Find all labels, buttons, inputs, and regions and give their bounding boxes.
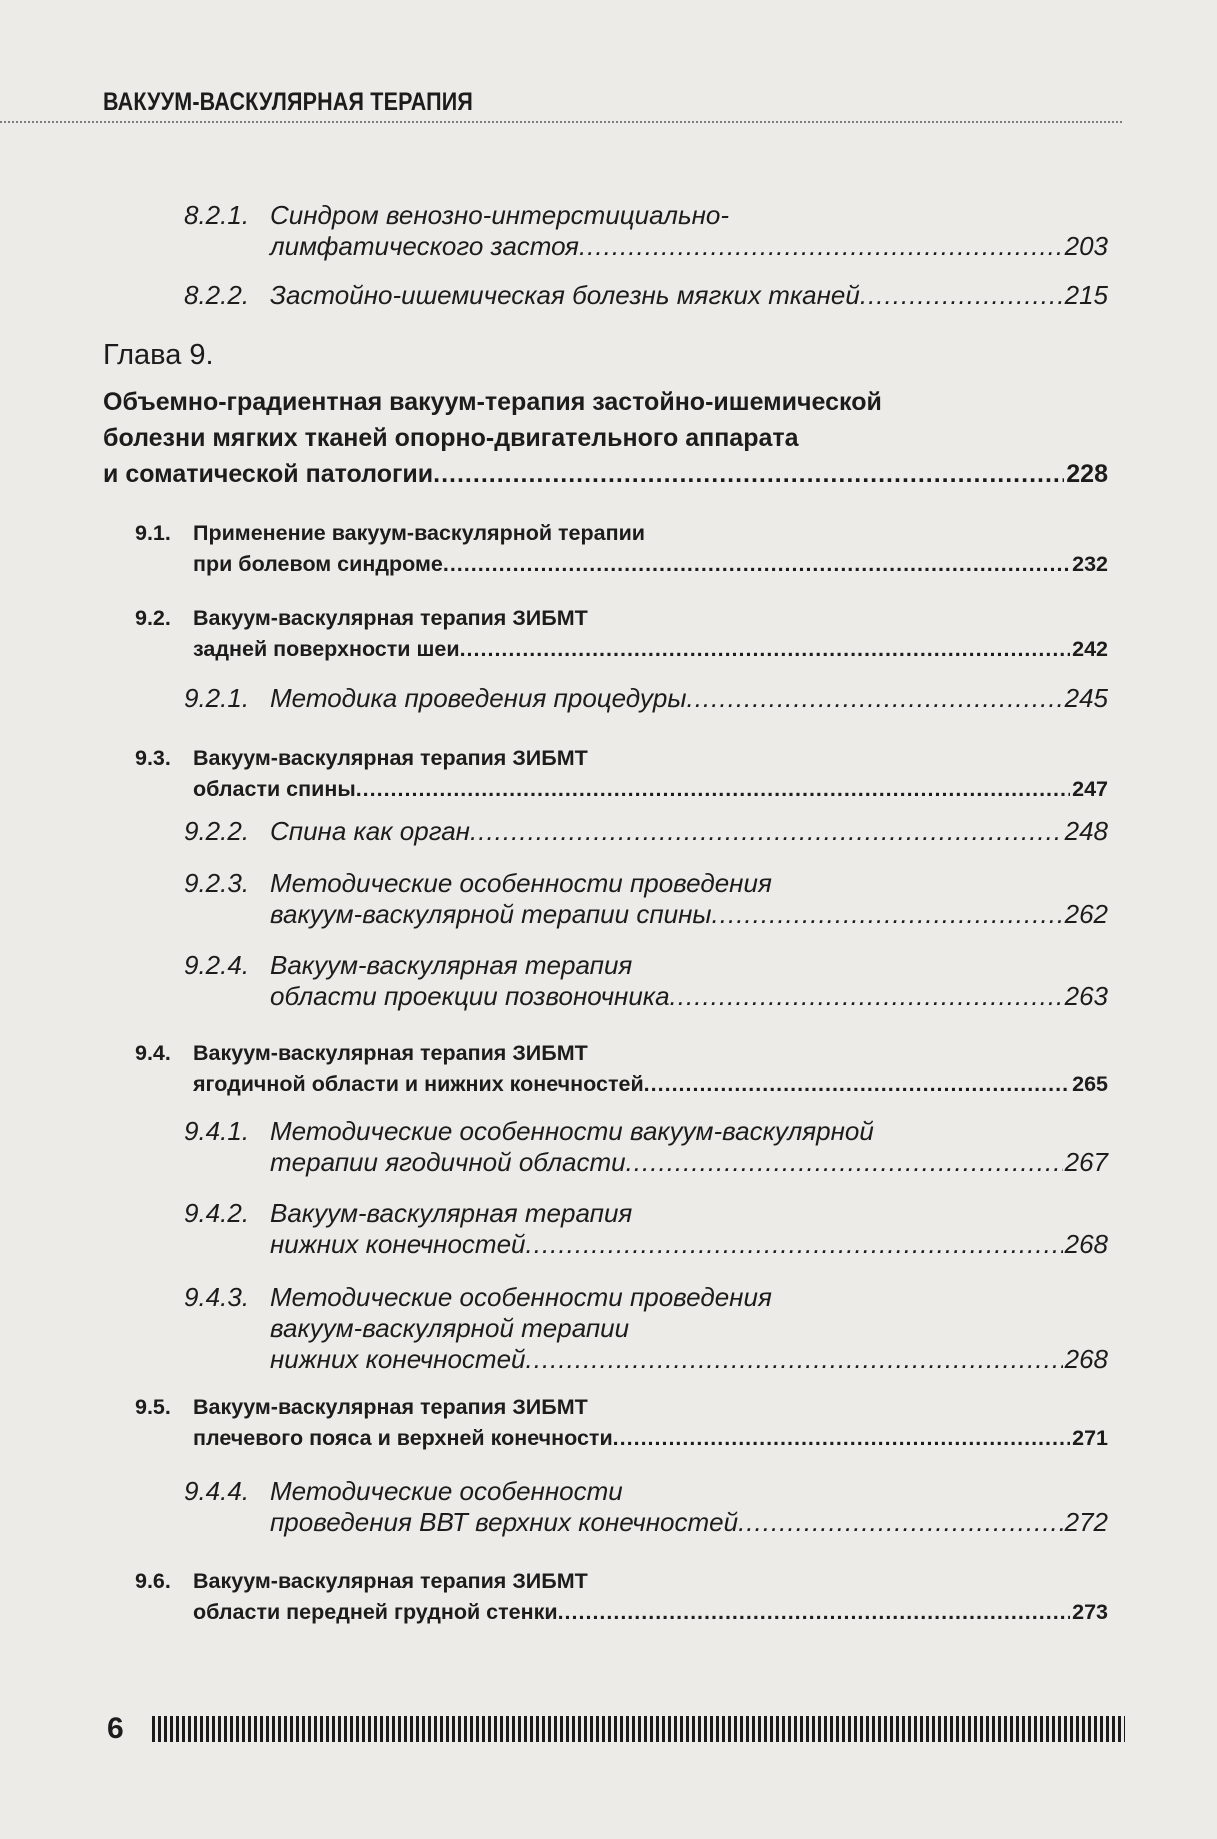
entry-title-line: области спины xyxy=(193,777,356,801)
entry-title-line: вакуум-васкулярной терапии xyxy=(270,1313,630,1343)
toc-entry-9-4-2[interactable] xyxy=(184,1198,1108,1260)
entry-title-line: нижних конечностей xyxy=(270,1344,526,1374)
entry-page-number: 268 xyxy=(1064,1229,1108,1259)
entry-number: 9.2.1. xyxy=(184,683,250,713)
entry-title-line: нижних конечностей xyxy=(270,1229,526,1259)
entry-page-number: 228 xyxy=(1066,460,1108,488)
entry-page-number: 247 xyxy=(1072,777,1108,801)
entry-number: 9.6. xyxy=(135,1569,171,1593)
entry-number: 9.4.1. xyxy=(184,1116,250,1146)
entry-number: 9.3. xyxy=(135,746,171,770)
dot-leader xyxy=(626,1147,1063,1178)
dot-leader xyxy=(526,1229,1063,1260)
dot-leader xyxy=(712,899,1063,930)
entry-title-line: Вакуум-васкулярная терапия ЗИБМТ xyxy=(193,606,588,630)
entry-title-line: вакуум-васкулярной терапии спины xyxy=(270,899,712,929)
entry-title-line: Объемно-градиентная вакуум-терапия застойно-ишемической xyxy=(103,388,882,416)
entry-number: 9.2.2. xyxy=(184,816,250,846)
entry-page-number: 265 xyxy=(1072,1072,1108,1096)
entry-title-line: терапии ягодичной области xyxy=(270,1147,626,1177)
toc-entry-9-1[interactable] xyxy=(135,518,1108,580)
entry-title-line: Застойно-ишемическая болезнь мягких тканей xyxy=(270,280,860,310)
entry-number: 8.2.1. xyxy=(184,200,250,230)
entry-title-line: Вакуум-васкулярная терапия ЗИБМТ xyxy=(193,1569,588,1593)
toc-entry-9-2-1[interactable] xyxy=(184,683,1108,714)
dot-leader xyxy=(433,456,1064,492)
header-rule xyxy=(0,121,1122,123)
toc-entry-9-3[interactable] xyxy=(135,743,1108,805)
entry-title-line: Вакуум-васкулярная терапия ЗИБМТ xyxy=(193,746,588,770)
entry-title-line: при болевом синдроме xyxy=(193,552,443,576)
entry-page-number: 248 xyxy=(1064,816,1108,846)
entry-title-line: Вакуум-васкулярная терапия xyxy=(270,950,633,980)
entry-title-line: Методические особенности вакуум-васкулярной xyxy=(270,1116,874,1146)
toc-entry-9-4[interactable] xyxy=(135,1038,1108,1100)
entry-title-line: Вакуум-васкулярная терапия xyxy=(270,1198,633,1228)
dot-leader xyxy=(686,683,1062,714)
toc-entry-8-2-1[interactable] xyxy=(184,200,1108,262)
entry-page-number: 263 xyxy=(1064,981,1108,1011)
dot-leader xyxy=(860,280,1063,311)
entry-page-number: 203 xyxy=(1064,231,1108,261)
dot-leader xyxy=(356,774,1070,805)
entry-page-number: 242 xyxy=(1072,637,1108,661)
entry-page-number: 232 xyxy=(1072,552,1108,576)
entry-title-line: Вакуум-васкулярная терапия ЗИБМТ xyxy=(193,1395,588,1419)
entry-page-number: 273 xyxy=(1072,1600,1108,1624)
entry-number: 9.4.3. xyxy=(184,1282,250,1312)
entry-title-line: Методические особенности проведения xyxy=(270,868,772,898)
dot-leader xyxy=(579,231,1063,262)
entry-page-number: 245 xyxy=(1064,683,1108,713)
running-head: ВАКУУМ-ВАСКУЛЯРНАЯ ТЕРАПИЯ xyxy=(103,88,474,116)
chapter-heading: Глава 9. xyxy=(103,339,214,371)
entry-number: 9.4.2. xyxy=(184,1198,250,1228)
entry-title-line: Спина как орган xyxy=(270,816,470,846)
toc-entry-9-4-1[interactable] xyxy=(184,1116,1108,1178)
entry-page-number: 262 xyxy=(1064,899,1108,929)
entry-number: 8.2.2. xyxy=(184,280,250,310)
page-number: 6 xyxy=(107,1712,124,1745)
toc-entry-chapter-9[interactable] xyxy=(103,384,1108,492)
toc-entry-9-5[interactable] xyxy=(135,1392,1108,1454)
entry-title-line: проведения ВВТ верхних конечностей xyxy=(270,1507,739,1537)
entry-title-line: лимфатического застоя xyxy=(270,231,579,261)
entry-page-number: 267 xyxy=(1064,1147,1108,1177)
toc-entry-9-2-3[interactable] xyxy=(184,868,1108,930)
entry-page-number: 215 xyxy=(1064,280,1108,310)
entry-number: 9.2. xyxy=(135,606,171,630)
toc-entry-9-2-2[interactable] xyxy=(184,816,1108,847)
toc-entry-9-6[interactable] xyxy=(135,1566,1108,1628)
entry-title-line: болезни мягких тканей опорно-двигательного аппарата xyxy=(103,424,799,452)
entry-title-line: Методические особенности xyxy=(270,1476,623,1506)
entry-title-line: ягодичной области и нижних конечностей xyxy=(193,1072,644,1096)
entry-title-line: Методика проведения процедуры xyxy=(270,683,687,713)
toc-entry-8-2-2[interactable] xyxy=(184,280,1108,311)
dot-leader xyxy=(613,1423,1070,1454)
toc-entry-9-2[interactable] xyxy=(135,603,1108,665)
entry-number: 9.5. xyxy=(135,1395,171,1419)
entry-title-line: области проекции позвоночника xyxy=(270,981,670,1011)
footer-barcode-strip xyxy=(152,1716,1125,1742)
dot-leader xyxy=(443,549,1070,580)
entry-title-line: Методические особенности проведения xyxy=(270,1282,772,1312)
dot-leader xyxy=(644,1069,1070,1100)
toc-entry-9-2-4[interactable] xyxy=(184,950,1108,1012)
dot-leader xyxy=(738,1507,1063,1538)
entry-title-line: Вакуум-васкулярная терапия ЗИБМТ xyxy=(193,1041,588,1065)
entry-title-line: плечевого пояса и верхней конечности xyxy=(193,1426,613,1450)
entry-number: 9.4.4. xyxy=(184,1476,250,1506)
toc-entry-9-4-3[interactable] xyxy=(184,1282,1108,1375)
entry-title-line: области передней грудной стенки xyxy=(193,1600,558,1624)
entry-number: 9.1. xyxy=(135,521,171,545)
entry-title-line: Синдром венозно-интерстициально- xyxy=(270,200,730,230)
entry-page-number: 272 xyxy=(1064,1507,1108,1537)
dot-leader xyxy=(470,816,1063,847)
entry-title-line: и соматической патологии xyxy=(103,460,434,488)
dot-leader xyxy=(558,1597,1071,1628)
entry-number: 9.2.3. xyxy=(184,868,250,898)
entry-number: 9.4. xyxy=(135,1041,171,1065)
dot-leader xyxy=(670,981,1063,1012)
toc-entry-9-4-4[interactable] xyxy=(184,1476,1108,1538)
dot-leader xyxy=(526,1344,1063,1375)
dot-leader xyxy=(460,634,1071,665)
entry-title-line: задней поверхности шеи xyxy=(193,637,460,661)
entry-page-number: 268 xyxy=(1064,1344,1108,1374)
entry-page-number: 271 xyxy=(1072,1426,1108,1450)
entry-number: 9.2.4. xyxy=(184,950,250,980)
entry-title-line: Применение вакуум-васкулярной терапии xyxy=(193,521,646,545)
